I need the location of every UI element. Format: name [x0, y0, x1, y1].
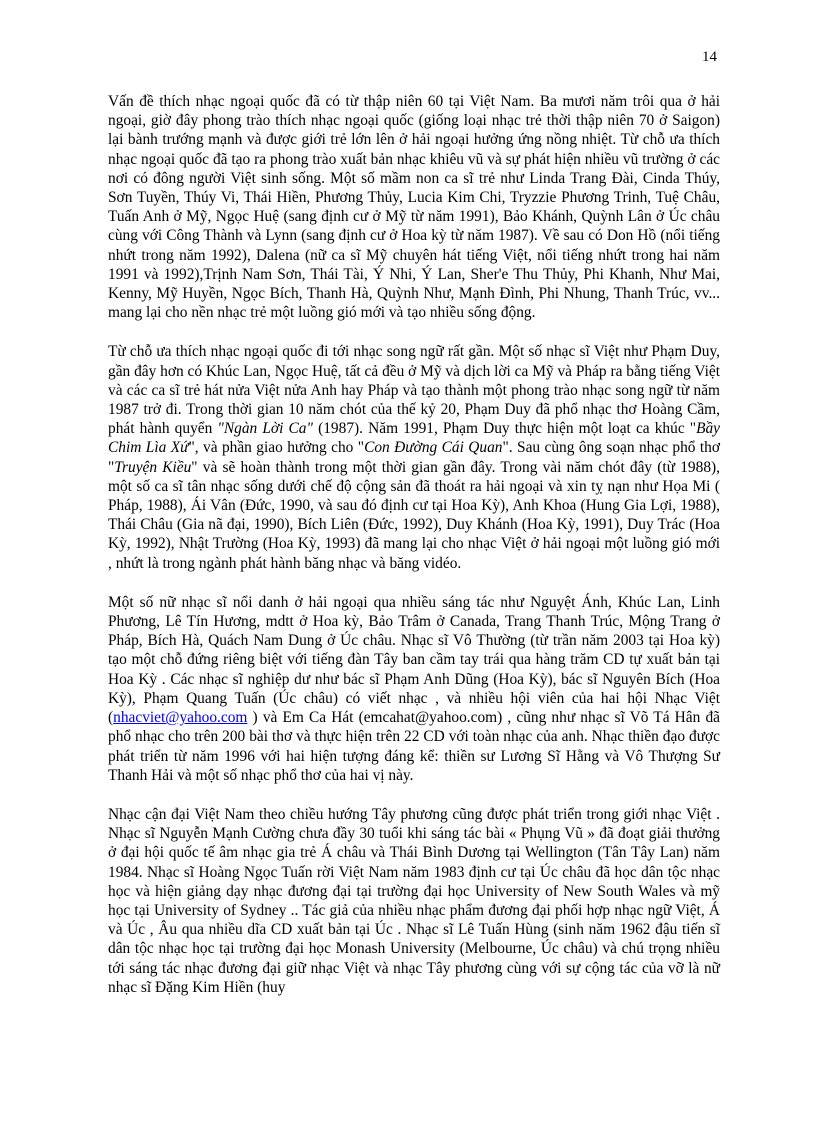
text-run: Một số nữ nhạc sĩ nổi danh ở hải ngoại qua nhiều sáng tác như Nguyệt Ánh, Khúc Lan, Linh Phương, Lê Tín Hương, mdtt ở Hoa kỳ, Bảo Trâm ở Canada, Trang Thanh Trúc, Mộng Trang ở Pháp, Bích Hà, Quách Nam Dung ở Úc châu. Nhạc sĩ Vô Thường (từ trần năm 2003 tại Hoa kỳ) tạo một chỗ đứng riêng biệt với tiếng đàn Tây ban cầm tay trái qua hàng trăm CD tự xuất bản tại Hoa Kỳ . Các nhạc sĩ nghiệp dư như bác sĩ Phạm Anh Dũng (Hoa Kỳ), bác sĩ Nguyên Bích (Hoa Kỳ), Phạm Quang Tuấn (Úc châu) có viết nhạc , và nhiều hội viên của hai hội Nhạc Việt ( — [108, 593, 720, 727]
text-run: (1987). Năm 1991, Phạm Duy thực hiện một loạt ca khúc " — [312, 420, 697, 438]
body-text — [108, 92, 720, 1017]
text-run: Nhạc cận đại Việt Nam theo chiều hướng Tây phương cũng được phát triển trong giới nhạc Việt . Nhạc sĩ Nguyễn Mạnh Cường chưa đầy 30 tuổi khi sáng tác bài « Phụng Vũ » đã đoạt giải thưởng ở đại hội quốc tế âm nhạc gia trẻ Á châu và Thái Bình Dương tại Wellington (Tân Tây Lan) năm 1984. Nhạc sĩ Hoàng Ngọc Tuấn rời Việt Nam năm 1983 định cư tại Úc châu đã học dân tộc nhạc học và hiện giảng dạy nhạc đương đại tại trường đại học University of New South Wales và mỹ học tại University of Sydney .. Tác giả của nhiều nhạc phẩm đương đại phối hợp nhạc ngữ Việt, Á và Úc , Âu qua nhiều dĩa CD xuất bản tại Úc . Nhạc sĩ Lê Tuấn Hùng (sinh năm 1962 đậu tiến sĩ dân tộc nhạc học tại trường đại học Monash University (Melbourne, Úc châu) và chú trọng nhiều tới sáng tác nhạc đương đại giữ nhạc Việt và nhạc Tây phương cùng với sự cộng tác của vỡ là nữ nhạc sĩ Đặng Kim Hiền (huy — [108, 805, 720, 996]
text-run: Vấn đề thích nhạc ngoại quốc đã có từ thập niên 60 tại Việt Nam. Ba mươi năm trôi qua ở hải ngoại, giờ đây phong trào thích nhạc ngoại quốc (giống loại nhạc trẻ thời thập niên 70 ở Saigon) lại bành trướng mạnh và được giới trẻ lớn lên ở hải ngoại hưởng ứng nồng nhiệt. Từ chỗ ưa thích nhạc ngoại quốc đã tạo ra phong trào xuất bản nhạc khiêu vũ và sự phát hiện nhiều vũ trường ở các nơi có đông người Việt sinh sống. Một số mầm non ca sĩ trẻ như Linda Trang Đài, Cinda Thúy, Sơn Tuyền, Thúy Vi, Thái Hiền, Phương Thủy, Lucia Kim Chi, Tryzzie Phương Trinh, Tuệ Châu, Tuấn Anh ở Mỹ, Ngọc Huệ (sang định cư ở Mỹ từ năm 1991), Bảo Khánh, Quỳnh Lân ở Úc châu cùng với Công Thành và Lynn (sang định cư ở Hoa kỳ từ năm 1987). Về sau có Don Hồ (nổi tiếng nhứt trong năm 1992), Dalena (nữ ca sĩ Mỹ chuyên hát tiếng Việt, nổi tiếng nhứt trong hai năm 1991 và 1992),Trịnh Nam Sơn, Thái Tài, Ý Nhi, Ý Lan, Sher'e Thu Thủy, Phi Khanh, Như Mai, Kenny, Mỹ Huyền, Ngọc Bích, Thanh Hà, Quỳnh Như, Mạnh Đình, Phi Nhung, Thanh Trúc, vv... mang lại cho nền nhạc trẻ một luồng gió mới và tạo nhiều sống động. — [108, 93, 720, 322]
italic-title-con-duong-cai-quan: Con Đường Cái Quan — [364, 439, 503, 457]
email-link[interactable]: nhacviet@yahoo.com — [113, 709, 248, 727]
text-run: " và sẽ hoàn thành trong một thời gian gần đây. Trong vài năm chót đây (từ 1988), một số ca sĩ tân nhạc sống dưới chế độ cộng sản đã thoát ra hải ngoại và xin tỵ nạn như Họa Mi ( Pháp, 1988), Ái Vân (Đức, 1990, và sau đó định cư tại Hoa Kỳ), Anh Khoa (Hung Gia Lợi, 1988), Thái Châu (Gia nã đại, 1990), Bích Liên (Đức, 1992), Duy Khánh (Hoa Kỳ, 1991), Duy Trác (Hoa Kỳ, 1992), Nhật Trường (Hoa Kỳ, 1993) đã mang lại cho nhạc Việt ở hải ngoại một luồng gió mới , nhứt là trong ngành phát hành băng nhạc và băng vidéo. — [108, 458, 720, 572]
paragraph-4 — [108, 805, 720, 997]
page-number: 14 — [702, 49, 717, 65]
text-run: Từ chỗ ưa thích nhạc ngoại quốc đi tới nhạc song ngữ rất gần. Một số nhạc sĩ Việt như Phạm Duy, gần đây hơn có Khúc Lan, Ngọc Huệ, tất cả đều ở Mỹ và dịch lời ca Mỹ và Pháp ra bằng tiếng Việt và các ca sĩ trẻ hát nửa Việt nửa Anh hay Pháp và tạo thành một phong trào nhạc song ngữ từ năm 1987 trở đi. Trong thời gian 10 năm chót của thế kỷ 20, Phạm Duy đã phổ nhạc thơ Hoàng Cầm, phát hành quyển — [108, 343, 720, 438]
text-run: ", và phần giao hưởng cho " — [188, 439, 365, 457]
paragraph-1 — [108, 92, 720, 322]
paragraph-2 — [108, 342, 720, 572]
italic-title-bay-chim-lia-xu: Bầy Chim Lìa Xứ — [108, 420, 721, 457]
text-run: ) và Em Ca Hát (emcahat@yahoo.com) , cũng như nhạc sĩ Võ Tá Hân đã phổ nhạc cho trên 200 bài thơ và thực hiện trên 22 CD với toàn nhạc của anh. Nhạc thiền đạo được phát triển từ năm 1996 với hai hiện tượng đáng kể: thiền sư Lương Sĩ Hằng và Vô Thượng Sư Thanh Hải và một số nhạc phổ thơ của hai vị này. — [108, 709, 720, 784]
italic-title-truyen-kieu: Truyện Kiều — [114, 458, 192, 476]
paragraph-3 — [108, 593, 720, 785]
text-run: ". Sau cùng ông soạn nhạc phổ thơ " — [108, 439, 721, 476]
italic-title-ngan-loi-ca: "Ngàn Lời Ca" — [217, 420, 313, 438]
